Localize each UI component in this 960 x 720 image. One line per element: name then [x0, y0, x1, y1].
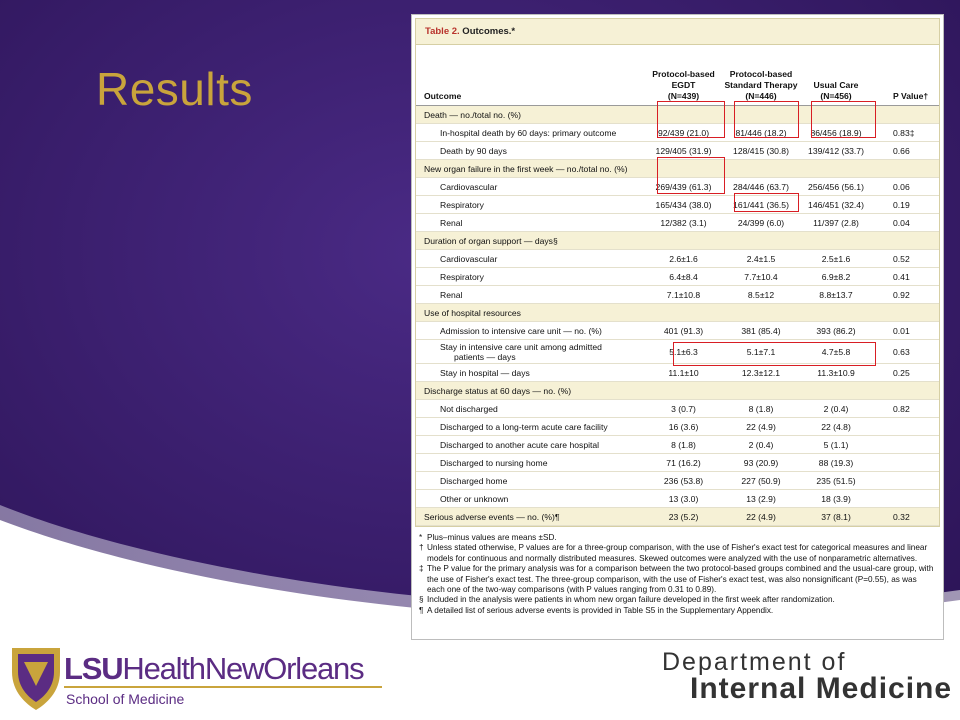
table-footnotes [415, 527, 940, 616]
cell-egdt: 3 (0.7) [671, 403, 696, 414]
row-label [416, 254, 646, 264]
row-label-text: Renal [440, 289, 463, 300]
cell-standard: 12.3±12.1 [741, 367, 781, 378]
cell-usual: 235 (51.5) [816, 475, 856, 486]
cell-usual: 6.9±8.2 [821, 271, 851, 282]
cell-usual: 2 (0.4) [823, 403, 849, 414]
row-label [416, 386, 646, 396]
highlight-box-renal-standard [734, 193, 799, 212]
row-label-text: Renal [440, 217, 463, 228]
header-outcome: Outcome [424, 91, 462, 101]
cell-egdt: 236 (53.8) [663, 475, 704, 486]
table-row [416, 400, 939, 418]
cell-p-value: 0.92 [893, 289, 910, 300]
footnote-symbol: † [419, 543, 424, 553]
cell-usual: 18 (3.9) [821, 493, 851, 504]
header-standard-line1: Protocol-based [729, 69, 793, 79]
cell-standard: 5.1±7.1 [746, 346, 776, 357]
cell-standard: 22 (4.9) [746, 511, 776, 522]
header-usual-line2: (N=456) [820, 91, 852, 101]
row-label [416, 476, 646, 486]
row-label [416, 440, 646, 450]
cell-p-value: 0.63 [893, 346, 910, 357]
cell-egdt: 129/405 (31.9) [655, 145, 712, 156]
table-group-row [416, 508, 939, 526]
outcomes-table [415, 18, 940, 527]
row-label [416, 218, 646, 228]
cell-usual: 8.8±13.7 [819, 289, 853, 300]
row-label-text: Other or unknown [440, 493, 509, 504]
cell-egdt: 8 (1.8) [671, 439, 696, 450]
footnote-text: Included in the analysis were patients in whom new organ failure developed in the first week after randomization. [427, 595, 835, 605]
cell-egdt: 2.6±1.6 [669, 253, 698, 264]
cell-p-value: 0.19 [893, 199, 910, 210]
cell-standard: 24/399 (6.0) [737, 217, 785, 228]
slide-title: Results [96, 63, 253, 115]
cell-standard: 22 (4.9) [746, 421, 776, 432]
cell-egdt: 23 (5.2) [668, 511, 699, 522]
row-label [416, 128, 646, 138]
row-label-text: Discharged to a long-term acute care facility [440, 421, 608, 432]
header-standard-line3: (N=446) [745, 91, 777, 101]
row-label-text: Cardiovascular [440, 181, 498, 192]
table-caption [416, 19, 939, 45]
row-label [416, 236, 646, 246]
cell-egdt: 5.1±6.3 [669, 346, 698, 357]
table-row [416, 364, 939, 382]
cell-p-value: 0.82 [893, 403, 910, 414]
cell-usual: 11.3±10.9 [817, 367, 855, 378]
header-egdt [646, 69, 721, 102]
cell-standard: 81/446 (18.2) [735, 127, 787, 138]
cell-standard: 8 (1.8) [748, 403, 774, 414]
table-row [416, 472, 939, 490]
lsu-wordmark [64, 651, 363, 687]
row-label [416, 272, 646, 282]
cell-p-value: 0.52 [893, 253, 910, 264]
cell-egdt: 16 (3.6) [668, 421, 699, 432]
row-label [416, 290, 646, 300]
cell-standard: 8.5±12 [747, 289, 775, 300]
footnote-symbol: § [419, 595, 424, 605]
footnote-text: Plus–minus values are means ±SD. [427, 533, 557, 542]
table-header-row [416, 45, 939, 106]
table-row [416, 214, 939, 232]
cell-p-value: 0.32 [893, 511, 910, 522]
row-label-text: Discharged to another acute care hospital [440, 439, 600, 450]
table-row [416, 196, 939, 214]
cell-standard: 7.7±10.4 [744, 271, 778, 282]
table-group-row [416, 232, 939, 250]
lsu-school-name: School of Medicine [66, 691, 185, 707]
footnote [419, 564, 936, 595]
footnote [419, 606, 936, 616]
cell-egdt: 165/434 (38.0) [655, 199, 712, 210]
cell-p-value: 0.01 [893, 325, 910, 336]
cell-egdt: 13 (3.0) [668, 493, 699, 504]
row-label [416, 200, 646, 210]
footnote-symbol: ‡ [419, 564, 424, 574]
cell-usual: 2.5±1.6 [821, 253, 851, 264]
footnote [419, 543, 936, 564]
row-label-text: In-hospital death by 60 days: primary outcome [440, 127, 617, 138]
cell-usual: 393 (86.2) [816, 325, 856, 336]
cell-standard: 161/441 (36.5) [733, 199, 789, 210]
lsu-gold-rule [64, 686, 382, 688]
footnote [419, 595, 936, 605]
lsu-wordmark-rest: HealthNewOrleans [122, 651, 364, 686]
cell-egdt: 71 (16.2) [666, 457, 701, 468]
cell-standard: 13 (2.9) [746, 493, 776, 504]
cell-egdt: 11.1±10 [668, 367, 699, 378]
header-egdt-line3: (N=439) [667, 91, 700, 101]
header-standard [721, 69, 801, 102]
row-label-text: Use of hospital resources [424, 307, 521, 318]
row-label [416, 110, 646, 120]
row-label-text: Respiratory [440, 271, 484, 282]
row-label-text: Admission to intensive care unit — no. (%) [440, 325, 602, 336]
cell-usual: 146/451 (32.4) [808, 199, 864, 210]
header-usual [801, 80, 871, 102]
footnote-text: The P value for the primary analysis was for a comparison between the two protocol-based groups combined and the usual-care group, with the use of Fisher's exact test. The three-group comparison, with the use of Fisher's exact test, was also nonsignificant (P=0.55), as was each one of the two-way comparisons (with P values ranging from 0.31 to 0.89). [427, 564, 934, 595]
row-label-text-cont: patients — days [454, 351, 516, 362]
table-row [416, 436, 939, 454]
row-label-text: Duration of organ support — days§ [424, 235, 558, 246]
cell-egdt: 6.4±8.4 [669, 271, 698, 282]
table-caption-text: Outcomes.* [459, 26, 516, 37]
row-label-text: Serious adverse events — no. (%)¶ [424, 511, 560, 522]
cell-usual: 5 (1.1) [823, 439, 849, 450]
cell-standard: 2.4±1.5 [746, 253, 776, 264]
row-label-text: Death — no./total no. (%) [424, 109, 521, 120]
cell-standard: 2 (0.4) [748, 439, 774, 450]
row-label [416, 368, 646, 378]
row-label-text: Death by 90 days [440, 145, 507, 156]
table-group-row [416, 382, 939, 400]
row-label [416, 494, 646, 504]
lsu-wordmark-bold: LSU [64, 651, 123, 686]
footnote-symbol: * [419, 533, 423, 542]
row-label-text: Discharge status at 60 days — no. (%) [424, 385, 572, 396]
highlight-box-organ-failure-egdt [657, 157, 725, 194]
table-row [416, 250, 939, 268]
cell-egdt: 269/439 (61.3) [655, 181, 712, 192]
header-egdt-line2: EGDT [671, 80, 696, 90]
table-row [416, 454, 939, 472]
cell-standard: 93 (20.9) [743, 457, 779, 468]
department-label: Department of [662, 648, 847, 676]
cell-p-value: 0.83‡ [893, 127, 915, 138]
cell-usual: 88 (19.3) [818, 457, 854, 468]
table-row [416, 286, 939, 304]
row-label-text: Discharged to nursing home [440, 457, 548, 468]
cell-usual: 139/412 (33.7) [808, 145, 864, 156]
row-label [416, 182, 646, 192]
cell-standard: 128/415 (30.8) [733, 145, 789, 156]
cell-egdt: 401 (91.3) [663, 325, 704, 336]
row-label [416, 146, 646, 156]
table-number: Table 2. [425, 26, 460, 37]
row-label-text: Stay in intensive care unit among admitted [440, 341, 602, 352]
table-row [416, 268, 939, 286]
cell-usual: 4.7±5.8 [821, 346, 851, 357]
cell-p-value: 0.25 [893, 367, 910, 378]
row-label [416, 422, 646, 432]
cell-usual: 86/456 (18.9) [810, 127, 862, 138]
row-label [416, 342, 646, 362]
cell-standard: 227 (50.9) [741, 475, 781, 486]
cell-p-value: 0.66 [893, 145, 910, 156]
table-group-row [416, 304, 939, 322]
cell-egdt: 92/439 (21.0) [657, 127, 710, 138]
highlight-box-death-standard [734, 101, 799, 138]
row-label [416, 404, 646, 414]
header-egdt-line1: Protocol-based [652, 69, 715, 79]
footnote-symbol: ¶ [419, 605, 424, 615]
cell-egdt: 7.1±10.8 [666, 289, 701, 300]
cell-p-value: 0.41 [893, 271, 910, 282]
row-label [416, 458, 646, 468]
footnote [419, 533, 936, 543]
table-row [416, 418, 939, 436]
row-label [416, 164, 646, 174]
department-name: Internal Medicine [690, 672, 953, 705]
highlight-box-hospital-stay [673, 342, 876, 366]
row-label [416, 512, 646, 522]
header-standard-line2: Standard Therapy [724, 80, 798, 90]
row-label-text: Cardiovascular [440, 253, 498, 264]
row-label-text: Discharged home [440, 475, 508, 486]
cell-usual: 22 (4.8) [821, 421, 851, 432]
table-row [416, 322, 939, 340]
row-label-text: Respiratory [440, 199, 484, 210]
row-label-text: New organ failure in the first week — no./total no. (%) [424, 163, 628, 174]
header-usual-line1: Usual Care [813, 80, 859, 90]
highlight-box-death-usual [811, 101, 876, 138]
cell-standard: 381 (85.4) [741, 325, 781, 336]
cell-p-value: 0.06 [893, 181, 910, 192]
footnote-text: Unless stated otherwise, P values are for a three-group comparison, with the use of Fisher's exact test for categorical measures and linear models for continuous and normally distributed measures. Skewed outcomes were analyzed with the use of nonparametric alternatives. [427, 543, 928, 563]
cell-usual: 11/397 (2.8) [813, 217, 859, 228]
footnote-text: A detailed list of serious adverse events is provided in Table S5 in the Supplementary Appendix. [427, 605, 774, 615]
row-label-text: Not discharged [440, 403, 498, 414]
row-label [416, 326, 646, 336]
table-row [416, 490, 939, 508]
row-label [416, 308, 646, 318]
cell-egdt: 12/382 (3.1) [660, 217, 707, 228]
cell-usual: 37 (8.1) [821, 511, 851, 522]
highlight-box-death-egdt [657, 101, 725, 138]
cell-standard: 284/446 (63.7) [733, 181, 789, 192]
row-label-text: Stay in hospital — days [440, 367, 530, 378]
cell-p-value: 0.04 [893, 217, 910, 228]
cell-usual: 256/456 (56.1) [808, 181, 864, 192]
header-p-value: P Value† [893, 91, 929, 101]
